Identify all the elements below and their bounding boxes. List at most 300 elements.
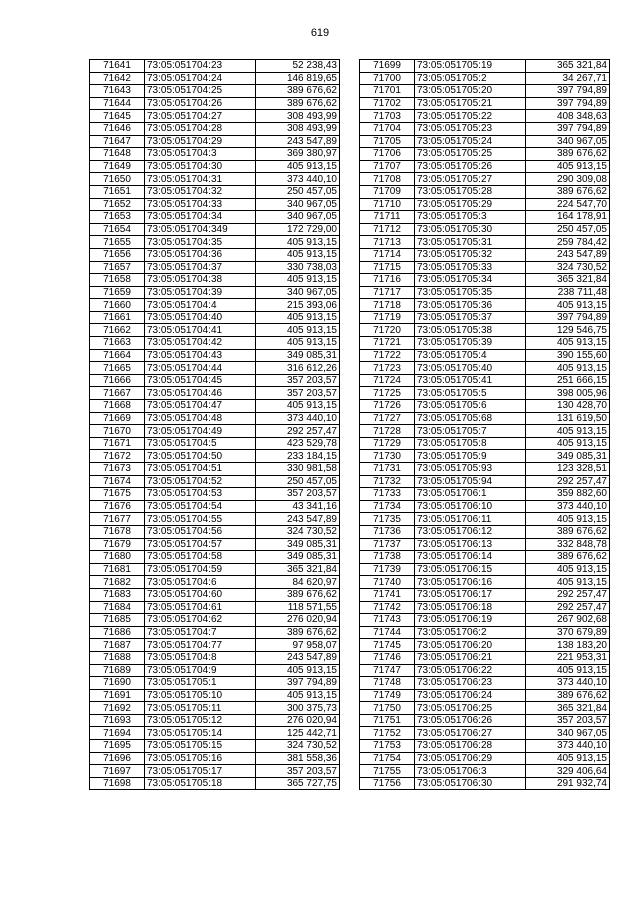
- table-row: [90, 500, 340, 513]
- cadastral-number: 73:05:051704:55: [145, 513, 256, 526]
- value: 365 727,75: [256, 777, 340, 790]
- row-number: 71661: [90, 311, 145, 324]
- table-row: [360, 601, 610, 614]
- cadastral-number: 73:05:051705:5: [415, 387, 526, 400]
- value: 373 440,10: [526, 677, 610, 690]
- table-row: [360, 740, 610, 753]
- value: 405 913,15: [526, 425, 610, 438]
- value: 146 819,65: [256, 72, 340, 85]
- row-number: 71754: [360, 752, 415, 765]
- table-row: [360, 349, 610, 362]
- value: 329 406,64: [526, 765, 610, 778]
- table-row: [360, 337, 610, 350]
- cadastral-number: 73:05:051706:2: [415, 626, 526, 639]
- table-row: [90, 387, 340, 400]
- table-row: [360, 211, 610, 224]
- row-number: 71730: [360, 450, 415, 463]
- cadastral-number: 73:05:051706:29: [415, 752, 526, 765]
- value: 324 730,52: [256, 740, 340, 753]
- row-number: 71685: [90, 614, 145, 627]
- row-number: 71643: [90, 85, 145, 98]
- cadastral-number: 73:05:051704:54: [145, 500, 256, 513]
- value: 397 794,89: [256, 677, 340, 690]
- row-number: 71707: [360, 160, 415, 173]
- value: 390 155,60: [526, 349, 610, 362]
- table-row: [360, 400, 610, 413]
- cadastral-number: 73:05:051706:3: [415, 765, 526, 778]
- value: 365 321,84: [526, 274, 610, 287]
- row-number: 71735: [360, 513, 415, 526]
- table-row: [90, 488, 340, 501]
- table-row: [360, 122, 610, 135]
- value: 292 257,47: [526, 601, 610, 614]
- row-number: 71718: [360, 299, 415, 312]
- row-number: 71756: [360, 777, 415, 790]
- cadastral-number: 73:05:051705:21: [415, 97, 526, 110]
- row-number: 71673: [90, 463, 145, 476]
- value: 292 257,47: [256, 425, 340, 438]
- table-row: [90, 777, 340, 790]
- table-row: [360, 72, 610, 85]
- row-number: 71747: [360, 664, 415, 677]
- row-number: 71690: [90, 677, 145, 690]
- table-row: [360, 488, 610, 501]
- table-row: [360, 198, 610, 211]
- row-number: 71755: [360, 765, 415, 778]
- value: 373 440,10: [526, 740, 610, 753]
- value: 340 967,05: [256, 198, 340, 211]
- cadastral-number: 73:05:051704:77: [145, 639, 256, 652]
- row-number: 71712: [360, 223, 415, 236]
- value: 398 005,96: [526, 387, 610, 400]
- cadastral-number: 73:05:051705:18: [145, 777, 256, 790]
- table-row: [360, 311, 610, 324]
- cadastral-number: 73:05:051705:41: [415, 374, 526, 387]
- table-row: [360, 689, 610, 702]
- value: 316 612,26: [256, 362, 340, 375]
- table-row: [360, 639, 610, 652]
- cadastral-number: 73:05:051705:17: [145, 765, 256, 778]
- table-row: [360, 538, 610, 551]
- cadastral-number: 73:05:051704:349: [145, 223, 256, 236]
- cadastral-number: 73:05:051705:24: [415, 135, 526, 148]
- table-row: [360, 765, 610, 778]
- value: 250 457,05: [256, 475, 340, 488]
- cadastral-number: 73:05:051704:41: [145, 324, 256, 337]
- row-number: 71715: [360, 261, 415, 274]
- table-row: [90, 752, 340, 765]
- row-number: 71667: [90, 387, 145, 400]
- cadastral-number: 73:05:051705:10: [145, 689, 256, 702]
- row-number: 71650: [90, 173, 145, 186]
- cadastral-number: 73:05:051705:38: [415, 324, 526, 337]
- cadastral-number: 73:05:051704:46: [145, 387, 256, 400]
- cadastral-number: 73:05:051704:50: [145, 450, 256, 463]
- page-number: 619: [310, 27, 330, 39]
- cadastral-number: 73:05:051704:40: [145, 311, 256, 324]
- table-row: [90, 740, 340, 753]
- cadastral-number: 73:05:051704:48: [145, 412, 256, 425]
- cadastral-number: 73:05:051704:58: [145, 551, 256, 564]
- row-number: 71657: [90, 261, 145, 274]
- value: 118 571,55: [256, 601, 340, 614]
- cadastral-number: 73:05:051706:10: [415, 500, 526, 513]
- table-row: [360, 626, 610, 639]
- table-row: [90, 185, 340, 198]
- cadastral-number: 73:05:051705:27: [415, 173, 526, 186]
- value: 340 967,05: [526, 727, 610, 740]
- cadastral-number: 73:05:051704:7: [145, 626, 256, 639]
- value: 308 493,99: [256, 122, 340, 135]
- cadastral-number: 73:05:051705:7: [415, 425, 526, 438]
- row-number: 71680: [90, 551, 145, 564]
- table-row: [360, 299, 610, 312]
- value: 357 203,57: [256, 374, 340, 387]
- row-number: 71691: [90, 689, 145, 702]
- cadastral-number: 73:05:051704:28: [145, 122, 256, 135]
- row-number: 71679: [90, 538, 145, 551]
- value: 164 178,91: [526, 211, 610, 224]
- value: 243 547,89: [526, 248, 610, 261]
- cadastral-number: 73:05:051704:44: [145, 362, 256, 375]
- row-number: 71734: [360, 500, 415, 513]
- value: 123 328,51: [526, 463, 610, 476]
- table-row: [90, 236, 340, 249]
- table-row: [360, 148, 610, 161]
- cadastral-number: 73:05:051705:22: [415, 110, 526, 123]
- table-row: [360, 576, 610, 589]
- row-number: 71697: [90, 765, 145, 778]
- row-number: 71686: [90, 626, 145, 639]
- table-row: [360, 223, 610, 236]
- cadastral-number: 73:05:051704:26: [145, 97, 256, 110]
- cadastral-number: 73:05:051706:30: [415, 777, 526, 790]
- cadastral-number: 73:05:051705:2: [415, 72, 526, 85]
- cadastral-number: 73:05:051706:26: [415, 714, 526, 727]
- value: 349 085,31: [256, 349, 340, 362]
- table-row: [360, 387, 610, 400]
- row-number: 71699: [360, 60, 415, 73]
- value: 340 967,05: [256, 211, 340, 224]
- row-number: 71692: [90, 702, 145, 715]
- row-number: 71741: [360, 588, 415, 601]
- row-number: 71752: [360, 727, 415, 740]
- table-row: [90, 261, 340, 274]
- table-row: [90, 337, 340, 350]
- value: 330 738,03: [256, 261, 340, 274]
- table-row: [90, 727, 340, 740]
- value: 397 794,89: [526, 122, 610, 135]
- cadastral-number: 73:05:051706:15: [415, 563, 526, 576]
- value: 330 981,58: [256, 463, 340, 476]
- table-row: [90, 160, 340, 173]
- value: 365 321,84: [526, 702, 610, 715]
- left-table: [89, 59, 340, 790]
- cadastral-number: 73:05:051705:19: [415, 60, 526, 73]
- row-number: 71733: [360, 488, 415, 501]
- cadastral-number: 73:05:051705:32: [415, 248, 526, 261]
- value: 224 547,70: [526, 198, 610, 211]
- table-row: [90, 463, 340, 476]
- row-number: 71644: [90, 97, 145, 110]
- row-number: 71669: [90, 412, 145, 425]
- value: 259 784,42: [526, 236, 610, 249]
- value: 423 529,78: [256, 437, 340, 450]
- cadastral-number: 73:05:051705:25: [415, 148, 526, 161]
- cadastral-number: 73:05:051704:51: [145, 463, 256, 476]
- value: 349 085,31: [256, 551, 340, 564]
- cadastral-number: 73:05:051704:42: [145, 337, 256, 350]
- table-row: [90, 677, 340, 690]
- value: 405 913,15: [526, 664, 610, 677]
- row-number: 71742: [360, 601, 415, 614]
- value: 389 676,62: [256, 97, 340, 110]
- row-number: 71665: [90, 362, 145, 375]
- value: 357 203,57: [256, 488, 340, 501]
- cadastral-number: 73:05:051704:34: [145, 211, 256, 224]
- value: 405 913,15: [256, 160, 340, 173]
- row-number: 71700: [360, 72, 415, 85]
- value: 389 676,62: [526, 689, 610, 702]
- table-row: [360, 173, 610, 186]
- value: 405 913,15: [526, 576, 610, 589]
- table-row: [360, 588, 610, 601]
- row-number: 71678: [90, 525, 145, 538]
- table-row: [360, 425, 610, 438]
- table-row: [90, 538, 340, 551]
- value: 365 321,84: [526, 60, 610, 73]
- row-number: 71714: [360, 248, 415, 261]
- row-number: 71658: [90, 274, 145, 287]
- cadastral-number: 73:05:051705:11: [145, 702, 256, 715]
- table-row: [90, 198, 340, 211]
- value: 290 309,08: [526, 173, 610, 186]
- table-row: [360, 551, 610, 564]
- value: 405 913,15: [526, 563, 610, 576]
- table-row: [90, 248, 340, 261]
- cadastral-number: 73:05:051705:33: [415, 261, 526, 274]
- value: 357 203,57: [256, 765, 340, 778]
- cadastral-number: 73:05:051704:8: [145, 651, 256, 664]
- row-number: 71749: [360, 689, 415, 702]
- row-number: 71649: [90, 160, 145, 173]
- row-number: 71642: [90, 72, 145, 85]
- row-number: 71704: [360, 122, 415, 135]
- table-row: [90, 450, 340, 463]
- row-number: 71744: [360, 626, 415, 639]
- row-number: 71725: [360, 387, 415, 400]
- table-row: [90, 689, 340, 702]
- row-number: 71641: [90, 60, 145, 73]
- table-row: [90, 614, 340, 627]
- row-number: 71745: [360, 639, 415, 652]
- row-number: 71668: [90, 400, 145, 413]
- value: 131 619,50: [526, 412, 610, 425]
- value: 405 913,15: [256, 324, 340, 337]
- cadastral-number: 73:05:051705:23: [415, 122, 526, 135]
- value: 292 257,47: [526, 588, 610, 601]
- cadastral-number: 73:05:051705:3: [415, 211, 526, 224]
- table-row: [360, 513, 610, 526]
- table-row: [90, 173, 340, 186]
- table-row: [90, 362, 340, 375]
- value: 267 902,68: [526, 614, 610, 627]
- row-number: 71728: [360, 425, 415, 438]
- row-number: 71677: [90, 513, 145, 526]
- cadastral-number: 73:05:051705:94: [415, 475, 526, 488]
- table-row: [360, 727, 610, 740]
- table-row: [360, 185, 610, 198]
- value: 405 913,15: [256, 236, 340, 249]
- cadastral-number: 73:05:051704:5: [145, 437, 256, 450]
- cadastral-number: 73:05:051705:29: [415, 198, 526, 211]
- cadastral-number: 73:05:051705:36: [415, 299, 526, 312]
- value: 389 676,62: [526, 185, 610, 198]
- table-row: [90, 72, 340, 85]
- row-number: 71654: [90, 223, 145, 236]
- row-number: 71750: [360, 702, 415, 715]
- row-number: 71689: [90, 664, 145, 677]
- table-row: [360, 362, 610, 375]
- cadastral-number: 73:05:051705:15: [145, 740, 256, 753]
- value: 349 085,31: [256, 538, 340, 551]
- row-number: 71646: [90, 122, 145, 135]
- row-number: 71751: [360, 714, 415, 727]
- value: 130 428,70: [526, 400, 610, 413]
- row-number: 71682: [90, 576, 145, 589]
- row-number: 71722: [360, 349, 415, 362]
- value: 43 341,16: [256, 500, 340, 513]
- value: 172 729,00: [256, 223, 340, 236]
- cadastral-number: 73:05:051706:23: [415, 677, 526, 690]
- row-number: 71711: [360, 211, 415, 224]
- table-row: [360, 160, 610, 173]
- row-number: 71732: [360, 475, 415, 488]
- row-number: 71660: [90, 299, 145, 312]
- cadastral-number: 73:05:051706:16: [415, 576, 526, 589]
- row-number: 71709: [360, 185, 415, 198]
- cadastral-number: 73:05:051705:68: [415, 412, 526, 425]
- table-row: [360, 664, 610, 677]
- value: 52 238,43: [256, 60, 340, 73]
- table-row: [90, 148, 340, 161]
- cadastral-number: 73:05:051705:12: [145, 714, 256, 727]
- cadastral-number: 73:05:051704:3: [145, 148, 256, 161]
- row-number: 71738: [360, 551, 415, 564]
- cadastral-number: 73:05:051705:35: [415, 286, 526, 299]
- table-row: [90, 664, 340, 677]
- row-number: 71705: [360, 135, 415, 148]
- table-row: [90, 551, 340, 564]
- row-number: 71693: [90, 714, 145, 727]
- row-number: 71656: [90, 248, 145, 261]
- row-number: 71729: [360, 437, 415, 450]
- value: 405 913,15: [526, 752, 610, 765]
- right-table: [359, 59, 610, 790]
- row-number: 71651: [90, 185, 145, 198]
- cadastral-number: 73:05:051706:12: [415, 525, 526, 538]
- value: 243 547,89: [256, 135, 340, 148]
- value: 405 913,15: [256, 664, 340, 677]
- value: 405 913,15: [526, 299, 610, 312]
- cadastral-number: 73:05:051704:57: [145, 538, 256, 551]
- cadastral-number: 73:05:051706:13: [415, 538, 526, 551]
- table-row: [90, 122, 340, 135]
- row-number: 71713: [360, 236, 415, 249]
- value: 373 440,10: [526, 500, 610, 513]
- row-number: 71727: [360, 412, 415, 425]
- table-row: [90, 475, 340, 488]
- cadastral-number: 73:05:051704:25: [145, 85, 256, 98]
- table-row: [360, 777, 610, 790]
- row-number: 71737: [360, 538, 415, 551]
- value: 84 620,97: [256, 576, 340, 589]
- table-row: [360, 702, 610, 715]
- value: 233 184,15: [256, 450, 340, 463]
- cadastral-number: 73:05:051706:22: [415, 664, 526, 677]
- cadastral-number: 73:05:051704:35: [145, 236, 256, 249]
- row-number: 71696: [90, 752, 145, 765]
- cadastral-number: 73:05:051706:1: [415, 488, 526, 501]
- row-number: 71743: [360, 614, 415, 627]
- value: 389 676,62: [526, 148, 610, 161]
- cadastral-number: 73:05:051704:43: [145, 349, 256, 362]
- table-row: [360, 525, 610, 538]
- table-row: [90, 97, 340, 110]
- row-number: 71684: [90, 601, 145, 614]
- cadastral-number: 73:05:051704:6: [145, 576, 256, 589]
- cadastral-number: 73:05:051705:16: [145, 752, 256, 765]
- table-row: [360, 714, 610, 727]
- value: 389 676,62: [526, 525, 610, 538]
- row-number: 71723: [360, 362, 415, 375]
- row-number: 71716: [360, 274, 415, 287]
- table-row: [360, 324, 610, 337]
- cadastral-number: 73:05:051704:61: [145, 601, 256, 614]
- value: 292 257,47: [526, 475, 610, 488]
- cadastral-number: 73:05:051705:8: [415, 437, 526, 450]
- table-row: [360, 412, 610, 425]
- row-number: 71719: [360, 311, 415, 324]
- value: 340 967,05: [526, 135, 610, 148]
- row-number: 71663: [90, 337, 145, 350]
- value: 349 085,31: [526, 450, 610, 463]
- value: 370 679,89: [526, 626, 610, 639]
- row-number: 71653: [90, 211, 145, 224]
- row-number: 71739: [360, 563, 415, 576]
- cadastral-number: 73:05:051704:49: [145, 425, 256, 438]
- table-row: [90, 110, 340, 123]
- cadastral-number: 73:05:051704:47: [145, 400, 256, 413]
- table-row: [360, 236, 610, 249]
- cadastral-number: 73:05:051705:93: [415, 463, 526, 476]
- table-row: [360, 248, 610, 261]
- table-row: [90, 437, 340, 450]
- table-row: [360, 85, 610, 98]
- row-number: 71703: [360, 110, 415, 123]
- cadastral-number: 73:05:051704:59: [145, 563, 256, 576]
- cadastral-number: 73:05:051705:34: [415, 274, 526, 287]
- row-number: 71724: [360, 374, 415, 387]
- table-row: [90, 588, 340, 601]
- row-number: 71706: [360, 148, 415, 161]
- value: 251 666,15: [526, 374, 610, 387]
- table-row: [360, 286, 610, 299]
- table-row: [360, 614, 610, 627]
- cadastral-number: 73:05:051706:27: [415, 727, 526, 740]
- value: 243 547,89: [256, 513, 340, 526]
- table-row: [90, 223, 340, 236]
